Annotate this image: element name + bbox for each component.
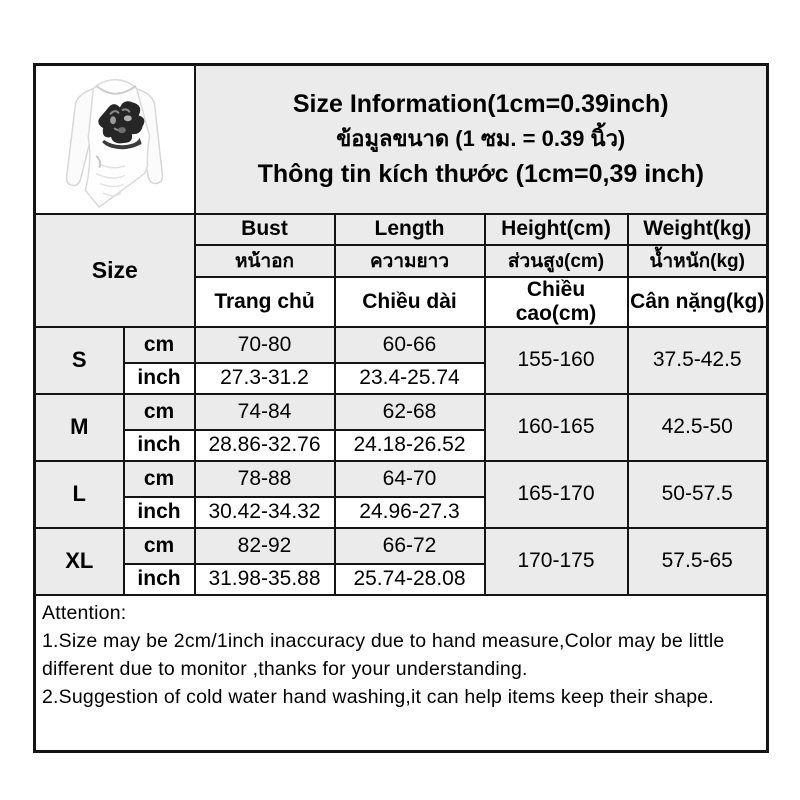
header-weight-vi: Cân nặng(kg) [628, 277, 768, 327]
cell-s-height: 155-160 [485, 327, 628, 394]
shirt-illustration [41, 68, 189, 210]
title-english: Size Information(1cm=0.39inch) [292, 90, 669, 119]
cell-s-bust-cm: 70-80 [195, 327, 335, 363]
cell-l-bust-cm: 78-88 [195, 461, 335, 497]
attention-note [35, 595, 768, 752]
cell-m-bust-cm: 74-84 [195, 394, 335, 430]
cell-m-weight: 42.5-50 [628, 394, 768, 461]
cell-l-length-inch: 24.96-27.3 [335, 497, 485, 528]
cell-m-bust-inch: 28.86-32.76 [195, 430, 335, 461]
cell-xl-weight: 57.5-65 [628, 528, 768, 595]
size-cell-l: L [35, 461, 124, 528]
size-column-header: Size [35, 214, 195, 327]
cell-xl-bust-inch: 31.98-35.88 [195, 564, 335, 595]
unit-label-inch: inch [124, 564, 195, 595]
cell-m-height: 160-165 [485, 394, 628, 461]
size-information-title [195, 65, 768, 214]
cell-l-length-cm: 64-70 [335, 461, 485, 497]
cell-s-length-cm: 60-66 [335, 327, 485, 363]
cell-m-length-cm: 62-68 [335, 394, 485, 430]
header-weight-th: น้ำหนัก(kg) [628, 245, 768, 277]
unit-label-cm: cm [124, 528, 195, 564]
product-photo-cell [35, 65, 195, 214]
cell-l-height: 165-170 [485, 461, 628, 528]
cell-xl-bust-cm: 82-92 [195, 528, 335, 564]
header-length-en: Length [335, 214, 485, 245]
header-height-th: ส่วนสูง(cm) [485, 245, 628, 277]
unit-label-cm: cm [124, 461, 195, 497]
header-height-vi: Chiều cao(cm) [485, 277, 628, 327]
attention-line-1: 1.Size may be 2cm/1inch inaccuracy due to hand measure,Color may be little different due to monitor ,thanks for your understanding. [42, 629, 725, 680]
attention-line-2: 2.Suggestion of cold water hand washing,it can help items keep their shape. [42, 685, 714, 708]
cell-xl-length-inch: 25.74-28.08 [335, 564, 485, 595]
header-bust-vi: Trang chủ [195, 277, 335, 327]
cell-s-bust-inch: 27.3-31.2 [195, 363, 335, 394]
header-length-th: ความยาว [335, 245, 485, 277]
cell-m-length-inch: 24.18-26.52 [335, 430, 485, 461]
unit-label-inch: inch [124, 497, 195, 528]
cell-l-bust-inch: 30.42-34.32 [195, 497, 335, 528]
cell-xl-height: 170-175 [485, 528, 628, 595]
header-weight-en: Weight(kg) [628, 214, 768, 245]
header-bust-th: หน้าอก [195, 245, 335, 277]
size-cell-s: S [35, 327, 124, 394]
size-cell-m: M [35, 394, 124, 461]
size-chart-table [33, 63, 769, 753]
cell-l-weight: 50-57.5 [628, 461, 768, 528]
title-vietnamese: Thông tin kích thước (1cm=0,39 inch) [257, 160, 704, 189]
cell-s-length-inch: 23.4-25.74 [335, 363, 485, 394]
header-bust-en: Bust [195, 214, 335, 245]
title-thai: ข้อมูลขนาด (1 ซม. = 0.39 นิ้ว) [336, 126, 626, 152]
cell-s-weight: 37.5-42.5 [628, 327, 768, 394]
unit-label-inch: inch [124, 363, 195, 394]
header-height-en: Height(cm) [485, 214, 628, 245]
unit-label-inch: inch [124, 430, 195, 461]
unit-label-cm: cm [124, 394, 195, 430]
unit-label-cm: cm [124, 327, 195, 363]
size-cell-xl: XL [35, 528, 124, 595]
header-length-vi: Chiều dài [335, 277, 485, 327]
cell-xl-length-cm: 66-72 [335, 528, 485, 564]
attention-title: Attention: [42, 601, 127, 624]
product-photo [36, 68, 194, 210]
